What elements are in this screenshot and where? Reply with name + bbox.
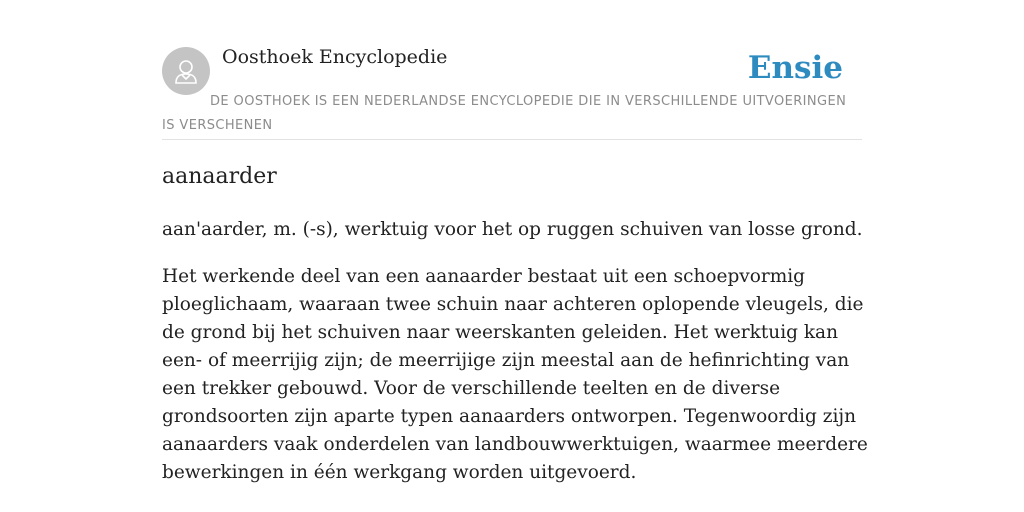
page-container [162,0,868,483]
source-name-link[interactable]: Oosthoek Encyclopedie [222,46,448,68]
user-icon [162,47,210,95]
article-paragraph: aan'aarder, m. (-s), werktuig voor het op ruggen schuiven van losse grond. [162,219,863,240]
article-paragraph: Het werkende deel van een aanaarder bestaat uit een schoepvormig ploeglichaam, waaraan twee schuin naar achteren oplopende vleugels, die de grond bij het schuiven naar weerskanten geleiden. Het werktuig kan een- of meerrijig zijn; de meerrijige zijn meestal aan de hefinrichting van een trekker gebouwd. Voor de verschillende teelten en de diverse grondsoorten zijn aparte typen aanaarders ontworpen. Tegenwoordig zijn aanaarders vaak onderdelen van landbouwwerktuigen, waarmee meerdere bewerkingen in één werkgang worden uitgevoerd. [162,266,868,483]
source-header [162,0,862,140]
ensie-logo[interactable]: Ensie [747,50,843,86]
avatar[interactable] [162,47,210,95]
article-title: aanaarder [162,164,277,189]
source-description: DE OOSTHOEK IS EEN NEDERLANDSE ENCYCLOPEDIE DIE IN VERSCHILLENDE UITVOERINGEN IS VERSCHENEN [162,94,847,133]
